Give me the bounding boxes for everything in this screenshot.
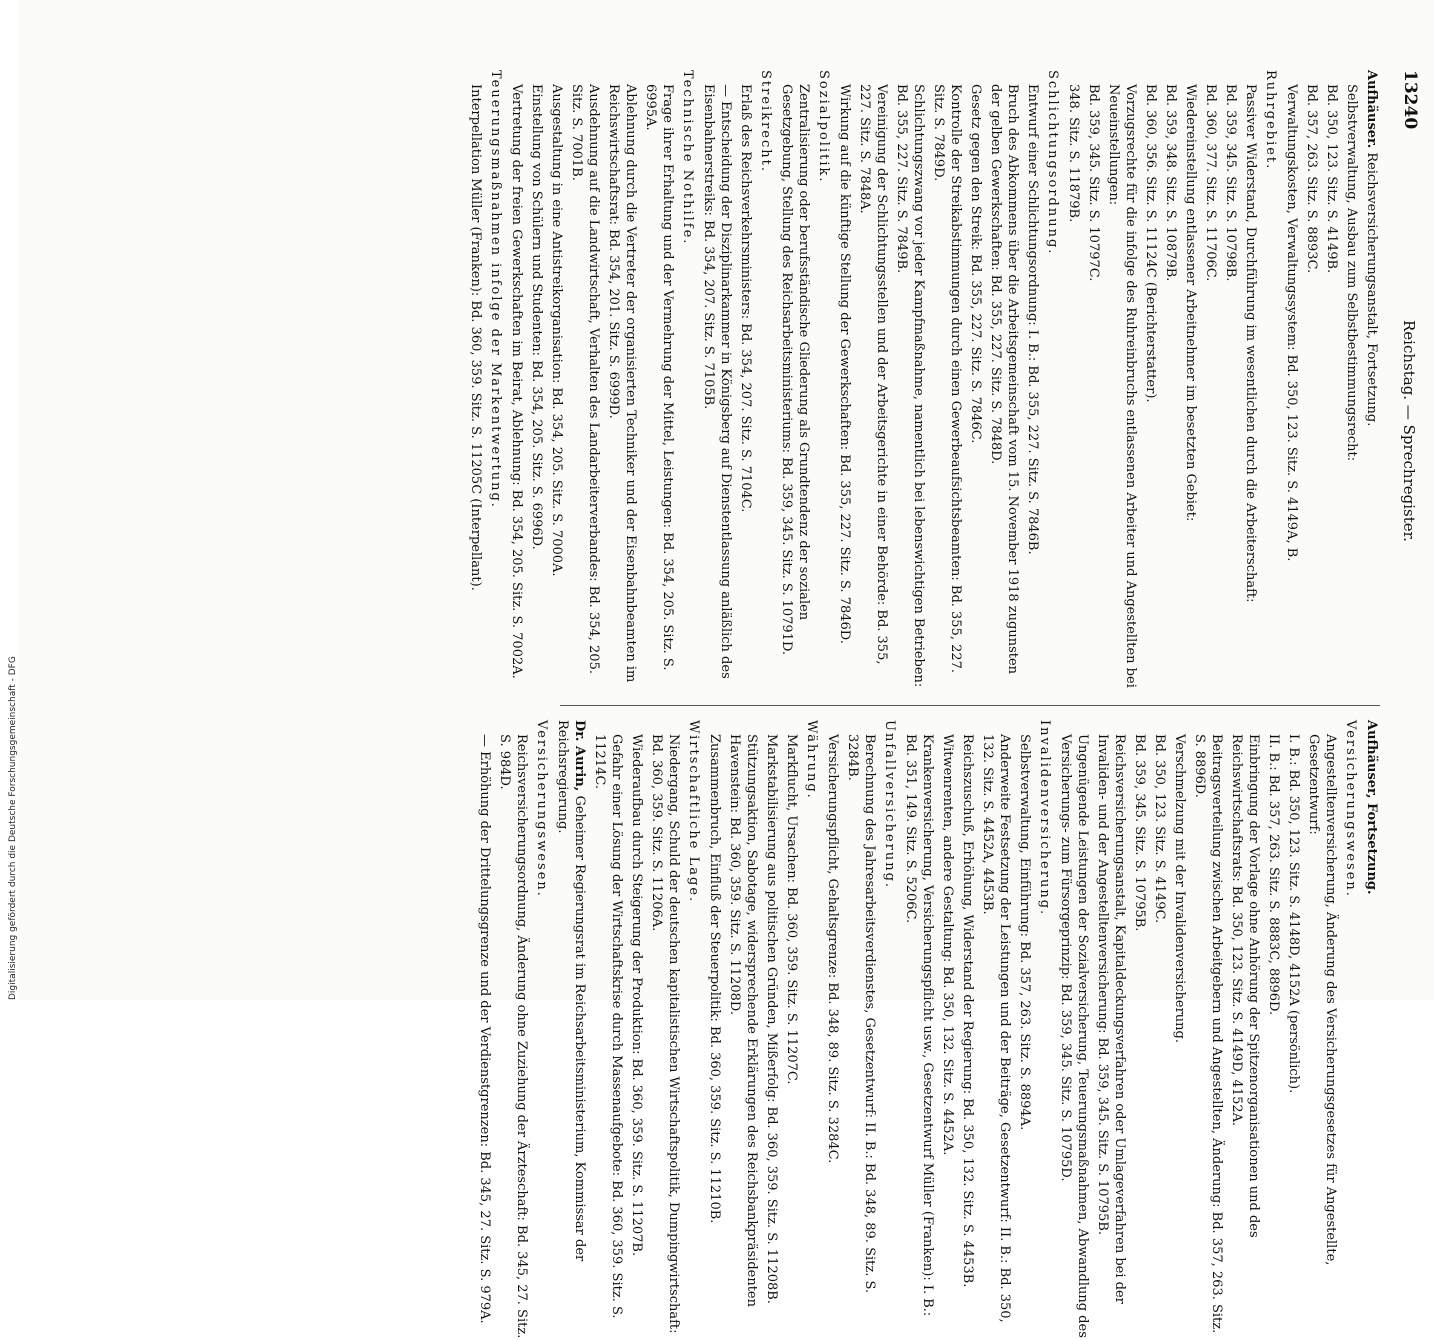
entry-text: Niedergang, Schuld der deutschen kapitalistischen Wirtschaftspolitik, Dumpingwirtschaft: Bd. 360, 359. Sitz. S. 11206A.: [649, 734, 681, 1334]
index-entry: [568, 70, 602, 690]
entry-text: Erlaß des Reichsverkehrsministers: Bd. 354, 207. Sitz. S. 7104C.: [738, 84, 753, 513]
entry-text: Ausdehnung auf die Landwirtschaft, Verhalten des Landarbeiterverbandes: Bd. 354, 205. Sitz. S. 7001B.: [569, 84, 601, 674]
entry-text: Selbstverwaltung, Ausbau zum Selbstbestimmungsrecht:: [1344, 84, 1359, 462]
entry-text: I. B.: Bd. 350, 123. Sitz. S. 4148D, 4152A (persönlich).: [1286, 734, 1301, 1094]
index-entry: [1162, 70, 1179, 690]
entry-text: Witwenrenten, andere Gestaltung: Bd. 350, 132. Sitz. S. 4452A.: [940, 734, 955, 1156]
index-entry: [700, 70, 734, 690]
index-subject: [685, 720, 702, 1340]
entry-text: Frage ihrer Erhaltung und der Vermehrung der Mittel, Leistungen: Bd. 354, 205. Sitz. S. 6995A.: [643, 84, 675, 671]
entry-text: Wirkung auf die künftige Stellung der Gewerkschaften: Bd. 355, 227. Sitz. S. 7846D.: [837, 84, 852, 644]
index-entry: [893, 70, 927, 690]
index-entry: [528, 70, 545, 690]
entry-text: Reichsversicherungsordnung, Änderung ohne Zuziehung der Ärzteschaft: Bd. 345, 27. Sitz. S. 984D.: [497, 734, 529, 1339]
entry-text: Selbstverwaltung, Einführung: Bd. 357, 263. Sitz. S. 8894A.: [1017, 734, 1032, 1131]
index-entry: [1228, 720, 1262, 1340]
index-entry: [930, 70, 964, 690]
entry-text: Bd. 360, 377. Sitz. S. 11706C.: [1203, 84, 1218, 282]
index-entry: [1142, 70, 1159, 690]
entry-text: Reichsversicherungsanstalt, Kapitaldeckungsverfahren oder Umlageverfahren bei der Invaliden- und der Angestelltenversicherung: Bd. 359, 345. Sitz. S. 10795B.: [1095, 734, 1127, 1304]
credit-strip: [0, 0, 18, 1000]
index-entry: [1285, 720, 1302, 1340]
index-entry: [783, 720, 800, 1340]
index-entry: [1016, 720, 1033, 1340]
person-name: Aufhäuser.: [1364, 70, 1379, 149]
subject-label: Währung.: [804, 720, 819, 800]
subject-label: Ruhrgebiet.: [1263, 70, 1278, 171]
index-entry: [1105, 70, 1139, 690]
person-name: Dr. Aurin,: [572, 720, 587, 792]
index-entry: [902, 720, 936, 1340]
subject-label: Streikrecht.: [758, 70, 773, 173]
index-entry: [1057, 720, 1091, 1340]
index-entry: [605, 70, 639, 690]
entry-text: Geheimer Regierungsrat im Reichsarbeitsministerium, Kommissar der Reichsregierung.: [555, 720, 587, 1262]
index-entry: [706, 720, 723, 1340]
entry-text: Angestelltenversicherung, Änderung des Versicherungsgesetzes für Angestellte, Gesetzentwurf:: [1306, 734, 1338, 1266]
index-entry: [844, 720, 878, 1340]
index-entry: [1202, 70, 1219, 690]
index-entry: [856, 70, 890, 690]
index-entry: [1085, 70, 1102, 690]
entry-text: Interpellation Müller (Franken): Bd. 360, 359. Sitz. S. 11205C (Interpellant).: [468, 84, 483, 591]
entry-text: Gefahr einer Lösung der Wirtschaftskrise durch Massenaufgebote: Bd. 360, 359. Sitz. S. 11214C.: [592, 734, 624, 1319]
index-entry: [548, 70, 565, 690]
entry-text: Entwurf einer Schlichtungsordnung: I. B.: Bd. 355, 227. Sitz. S. 7846B.: [1025, 84, 1040, 555]
subject-label: Invalidenversicherung.: [1037, 720, 1052, 917]
entry-text: Bruch des Abkommens über die Arbeitsgemeinschaft vom 15. November 1918 zugunsten der gelben Gewerkschaften: Bd. 355, 227. Sitz. S. 7848D.: [988, 84, 1020, 675]
subject-label: Sozialpolitik.: [816, 70, 831, 184]
running-head: Reichstag. — Sprechregister.: [1400, 320, 1418, 542]
index-entry: [467, 70, 484, 690]
index-entry: [967, 70, 984, 690]
entry-text: Einstellung von Schülern und Studenten: Bd. 354, 205. Sitz. S. 6996D.: [529, 84, 544, 550]
entry-text: Kontrolle der Streikabstimmungen durch einen Gewerbeaufsichtsbeamten: Bd. 355, 227. Sitz. S. 7849D.: [931, 84, 963, 674]
entry-text: Reichszuschuß, Erhöhung, Widerstand der Regierung: Bd. 350, 132. Sitz. S. 4453B.: [960, 734, 975, 1288]
entry-text: Wiederaufbau durch Steigerung der Produktion: Bd. 360, 359. Sitz. S. 11207B.: [629, 734, 644, 1257]
entry-text: Berechnung des Jahresarbeitsverdienstes, Gesetzentwurf: II. B.: Bd. 348, 89. Sitz. S. 3284B.: [845, 734, 877, 1294]
index-entry: [1323, 70, 1340, 690]
entry-text: Einbringung der Vorlage ohne Anhörung der Spitzenorganisationen und des Reichswirtschaftsrats: Bd. 350, 123. Sitz. S. 4149D, 4152A.: [1229, 734, 1261, 1238]
entry-text: Bd. 350, 123. Sitz. S. 4149B.: [1324, 84, 1339, 274]
index-subject: [679, 70, 696, 690]
entry-text: Stützungsaktion, Sabotage, widersprechende Erklärungen des Reichsbankpräsidenten Havenstein: Bd. 360, 359. Sitz. S. 11208D.: [727, 734, 759, 1307]
entry-text: Vertretung der freien Gewerkschaften im Beirat, Ablehnung: Bd. 354, 205. Sitz. S. 7002A.: [509, 84, 524, 679]
entry-text: Bd. 350, 123. Sitz. S. 4149C.: [1152, 734, 1167, 924]
subject-label: Unfallversicherung.: [882, 720, 897, 890]
person-name: Aufhäuser, Fortsetzung.: [1364, 720, 1379, 895]
index-entry: [508, 70, 525, 690]
index-entry: [737, 70, 754, 690]
entry-text: Zentralisierung oder berufsständische Gliederung als Grundtendenz der sozialen Gesetzgebung, Stellung des Reichsarbeitsministeriums: Bd. 359, 345. Sitz. S. 10791D.: [779, 84, 811, 656]
credit-line: Digitalisierung gefördert durch die Deutsche Forschungsgemeinschaft - DFG: [8, 656, 18, 1000]
entry-text: Ungenügende Leistungen der Sozialversicherung, Teuerungsmaßnahmen, Abwandlung des Versicherungs- zum Fürsorgeprinzip: Bd. 359, 345. Sitz. S. 10795D.: [1058, 734, 1090, 1338]
index-subject: [757, 70, 774, 690]
index-subject: [1044, 70, 1061, 690]
subject-label: Versicherungswesen.: [534, 720, 549, 898]
entry-text: Ablehnung durch die Vertreter der organisierten Techniker und der Eisenbahnbeamten im Reichswirtschaftsrat: Bd. 354, 201. Sitz. S. 6999D.: [606, 84, 638, 683]
entry-text: Bd. 359, 345. Sitz. S. 10795B.: [1132, 734, 1147, 932]
entry-text: Bd. 359, 348. Sitz. S. 10879B.: [1163, 84, 1178, 282]
entry-text: Ausgestaltung in eine Antistreikorganisation: Bd. 354, 205. Sitz. S. 7000A.: [549, 84, 564, 577]
entry-text: Bd. 360, 356. Sitz. S. 11124C (Berichterstatter).: [1143, 84, 1158, 403]
index-entry: [939, 720, 956, 1340]
subject-label: Teuerungsmaßnahmen infolge der Markentwertung.: [488, 70, 503, 509]
index-entry: [1305, 720, 1339, 1340]
index-subject: [881, 720, 898, 1340]
index-entry: [1094, 720, 1128, 1340]
index-entry: [1065, 70, 1082, 690]
index-entry: [987, 70, 1021, 690]
index-entry: [476, 720, 493, 1340]
entry-text: Vorzugsrechte für die infolge des Ruhreinbruchs entlassenen Arbeiter und Angestellten bei Neueinstellungen:: [1106, 84, 1138, 688]
index-entry: [1283, 70, 1300, 690]
entry-text: Anderweite Festsetzung der Leistungen und der Beiträge, Gesetzentwurf: II. B.: Bd. 350, 132. Sitz. S. 4452A, 4453B.: [980, 734, 1012, 1323]
index-entry: [824, 720, 841, 1340]
index-entry: [628, 720, 645, 1340]
index-entry: [591, 720, 625, 1340]
index-entry: [1024, 70, 1041, 690]
index-entry: [1182, 70, 1199, 690]
entry-text: Markflucht, Ursachen: Bd. 360, 359. Sitz. S. 11207C.: [784, 734, 799, 1085]
entry-text: Schlichtungszwang vor jeder Kampfmaßnahme, namentlich bei lebenswichtigen Betrieben: Bd. 355, 227. Sitz. S. 7849B.: [894, 84, 926, 688]
entry-text: Bd. 359, 345. Sitz. S. 10798B.: [1223, 84, 1238, 282]
entry-text: Versicherungspflicht, Gehaltsgrenze: Bd. 348, 89. Sitz. S. 3284C.: [825, 734, 840, 1164]
entry-text: Zusammenbruch, Einfluß der Steuerpolitik: Bd. 360, 359. Sitz. S. 11210B.: [707, 734, 722, 1224]
subject-label: Schlichtungsordnung.: [1045, 70, 1060, 256]
index-entry: [1191, 720, 1225, 1340]
index-entry: [979, 720, 1013, 1340]
entry-text: Wiedereinstellung entlassener Arbeitnehmer im besetzten Gebiet:: [1183, 84, 1198, 522]
index-subject: [815, 70, 832, 690]
entry-text: Verwaltungskosten, Verwaltungssystem: Bd. 350, 123. Sitz. S. 4149A, B.: [1284, 84, 1299, 562]
index-entry: [1303, 70, 1320, 690]
index-person: [554, 720, 588, 1340]
subject-label: Wirtschaftliche Lage.: [686, 720, 701, 904]
index-subject: [803, 720, 820, 1340]
index-entry: [778, 70, 812, 690]
page-header: [1390, 70, 1420, 970]
entry-text: Passiver Widerstand, Durchführung im wesentlichen durch die Arbeiterschaft:: [1243, 84, 1258, 603]
index-entry: [1242, 70, 1259, 690]
subject-label: Versicherungswesen.: [1343, 720, 1358, 898]
index-entry: [1171, 720, 1188, 1340]
entry-text: Gesetz gegen den Streik: Bd. 355, 227. Sitz. S. 7846C.: [968, 84, 983, 444]
page-number: 13240: [1400, 70, 1420, 130]
index-subject: [533, 720, 550, 1340]
index-subject: [487, 70, 504, 690]
entry-text: Bd. 357, 263. Sitz. S. 8893C.: [1304, 84, 1319, 274]
index-entry: [1343, 70, 1360, 690]
index-entry: [836, 70, 853, 690]
index-entry: [763, 720, 780, 1340]
column-divider: [560, 705, 1380, 706]
subject-label: Technische Nothilfe.: [680, 70, 695, 246]
index-subject: [1262, 70, 1279, 690]
index-entry: [726, 720, 760, 1340]
entry-text: Krankenversicherung, Versicherungspflicht usw., Gesetzentwurf Müller (Franken): I. B.: Bd. 351, 149. Sitz. S. 5206C.: [903, 734, 935, 1317]
entry-text: Reichsversicherungsanstalt, Fortsetzung.: [1364, 152, 1379, 427]
index-person: [1363, 70, 1380, 690]
index-entry: [1151, 720, 1168, 1340]
entry-text: II. B.: Bd. 357, 263. Sitz. S. 8883C, 8896D.: [1266, 734, 1281, 1016]
entry-text: Verschmelzung mit der Invalidenversicherung.: [1172, 734, 1187, 1044]
index-subject: [1036, 720, 1053, 1340]
entry-text: Bd. 359, 345. Sitz. S. 10797C.: [1086, 84, 1101, 282]
index-entry: [1222, 70, 1239, 690]
index-entry: [1131, 720, 1148, 1340]
entry-text: Beitragsverteilung zwischen Arbeitgebern und Angestellten, Änderung: Bd. 357, 263. Sitz. S. 8896D.: [1192, 734, 1224, 1334]
entry-text: — Erhöhung der Drittelungsgrenze und der Verdienstgrenzen: Bd. 345, 27. Sitz. S. 979A.: [477, 734, 492, 1324]
index-entry: [648, 720, 682, 1340]
index-entry: [496, 720, 530, 1340]
index-person: [1363, 720, 1380, 1340]
right-column: [473, 720, 1380, 1340]
index-entry: [959, 720, 976, 1340]
entry-text: Markstabilisierung aus politischen Gründen, Mißerfolg: Bd. 360, 359. Sitz. S. 11208B.: [764, 734, 779, 1304]
entry-text: — Entscheidung der Disziplinarkammer in Königsberg auf Dienstentlassung anläßlich des Eisenbahnerstreiks: Bd. 354, 207. Sitz. S. 7105B.: [701, 84, 733, 679]
left-column: [464, 70, 1380, 690]
rotated-page: [100, 70, 1420, 1339]
index-subject: [1342, 720, 1359, 1340]
entry-text: Vereinigung der Schlichtungsstellen und der Arbeitsgerichte in einer Behörde: Bd. 355, 227. Sitz. S. 7848A.: [857, 84, 889, 665]
index-entry: [642, 70, 676, 690]
entry-text: 348. Sitz. S. 11879B.: [1066, 84, 1081, 223]
index-entry: [1265, 720, 1282, 1340]
